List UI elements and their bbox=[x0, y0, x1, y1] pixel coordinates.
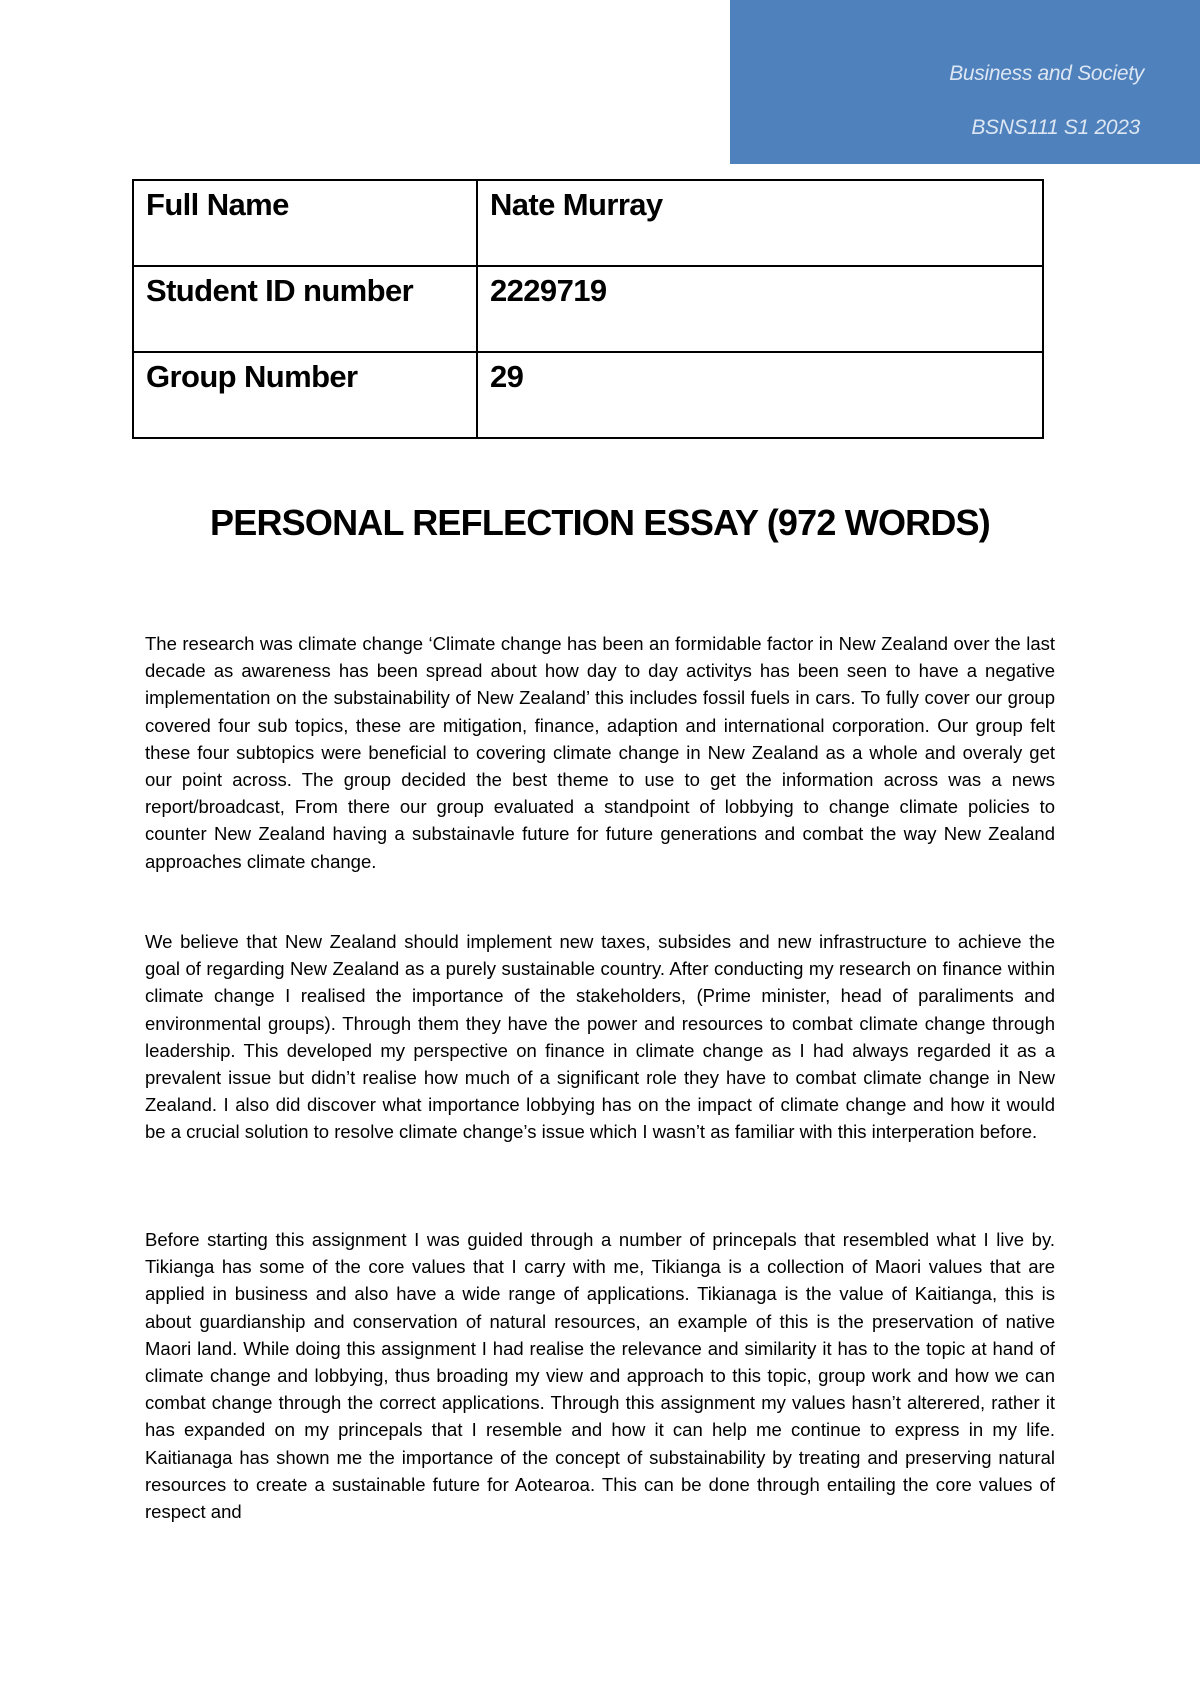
essay-paragraph-1: The research was climate change ‘Climate change has been an formidable factor in New Zealand over the last decade as awareness has been spread about how day to day activitys has been seen to have a negative implementation on the substainability of New Zealand’ this includes fossil fuels in cars. To fully cover our group covered four sub topics, these are mitigation, finance, adaption and international corporation. Our group felt these four subtopics were beneficial to covering climate change in New Zealand as a whole and overaly get our point across. The group decided the best theme to use to get the information across was a news report/broadcast, From there our group evaluated a standpoint of lobbying to change climate policies to counter New Zealand having a substainavle future for future generations and combat the way New Zealand approaches climate change. bbox=[145, 633, 1055, 872]
full-name-label: Full Name bbox=[133, 180, 477, 266]
student-id-value: 2229719 bbox=[477, 266, 1043, 352]
full-name-value: Nate Murray bbox=[477, 180, 1043, 266]
table-row bbox=[133, 180, 1043, 266]
essay-paragraph-3: Before starting this assignment I was guided through a number of princepals that resembled what I live by. Tikianga has some of the core values that I carry with me, Tikianga is a collection of Maori values that are applied in business and also have a wide range of applications. Tikianaga is the value of Kaitianga, this is about guardianship and conservation of natural resources, an example of this is the preservation of native Maori land. While doing this assignment I had realise the relevance and similarity it has to the topic at hand of climate change and lobbying, thus broading my view and approach to this topic, group work and how we can combat change through the correct applications. Through this assignment my values hasn’t alterered, rather it has expanded on my princepals that I resemble and how it can help me continue to express in my life. Kaitianaga has shown me the importance of the concept of substainability by treating and preserving natural resources to create a sustainable future for Aotearoa. This can be done through entailing the core values of respect and bbox=[145, 1229, 1055, 1523]
group-number-label: Group Number bbox=[133, 352, 477, 438]
course-code: BSNS111 S1 2023 bbox=[971, 116, 1140, 139]
student-info-table bbox=[132, 179, 1044, 439]
course-name: Business and Society bbox=[949, 62, 1144, 85]
group-number-value: 29 bbox=[477, 352, 1043, 438]
essay-paragraph-2: We believe that New Zealand should implement new taxes, subsides and new infrastructure to achieve the goal of regarding New Zealand as a purely sustainable country. After conducting my research on finance within climate change I realised the importance of the stakeholders, (Prime minister, head of paraliments and environmental groups). Through them they have the power and resources to combat climate change through leadership. This developed my perspective on finance in climate change as I had always regarded it as a prevalent issue but didn’t realise how much of a significant role they have to combat climate change in New Zealand. I also did discover what importance lobbying has on the impact of climate change and how it would be a crucial solution to resolve climate change’s issue which I wasn’t as familiar with this interperation before. bbox=[145, 931, 1055, 1143]
header-banner bbox=[730, 0, 1200, 164]
table-row bbox=[133, 266, 1043, 352]
essay-title: PERSONAL REFLECTION ESSAY (972 WORDS) bbox=[210, 502, 990, 543]
student-id-label: Student ID number bbox=[133, 266, 477, 352]
table-row bbox=[133, 352, 1043, 438]
